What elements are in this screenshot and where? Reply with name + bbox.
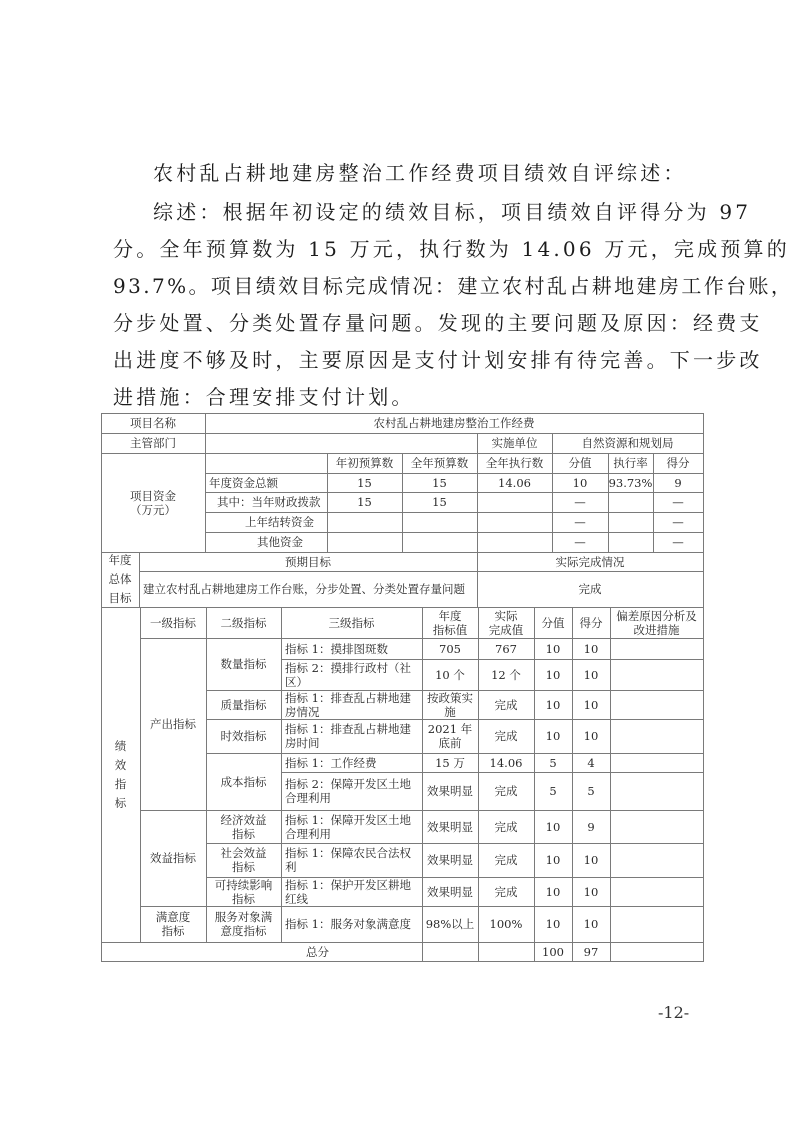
funding-annual: [402, 512, 477, 532]
header-target-line: 指标值: [432, 622, 468, 637]
grid-line: [477, 433, 478, 454]
funding-executed: 14.06: [498, 475, 531, 490]
funding-executed: [477, 492, 552, 512]
summary-heading: 农村乱占耕地建房整治工作经费项目绩效自评综述：: [153, 161, 687, 185]
grid-line: [281, 607, 282, 943]
funding-name: 其中：当年财政拨款: [217, 495, 321, 509]
funding-executed: [477, 532, 552, 552]
impl-unit-label: 实施单位: [491, 436, 538, 450]
level2-quality: 质量指标: [220, 697, 267, 712]
total-label: 总分: [306, 944, 329, 959]
indicator-score-value: 10: [545, 641, 561, 656]
funding-name: 年度资金总额: [209, 475, 278, 490]
indicator-score: 10: [583, 729, 599, 743]
grid-line: [281, 772, 704, 773]
header-actual-line: 完成值: [488, 622, 524, 637]
grid-line: [205, 492, 704, 493]
performance-label: [101, 607, 140, 942]
grid-line: [206, 877, 704, 878]
grid-line: [139, 552, 140, 608]
funding-rate: 93.73%: [608, 475, 653, 490]
grid-line: [206, 690, 704, 691]
level2-line: 指标: [232, 826, 255, 841]
indicator-deviation: [610, 753, 703, 772]
funding-rate: [608, 492, 653, 512]
indicator-score-value: 10: [545, 884, 561, 899]
level1-satisfaction: [140, 906, 206, 942]
grid-line: [552, 433, 553, 454]
grid-line: [140, 906, 704, 907]
indicator-actual: 完成: [494, 853, 518, 867]
indicator-score-value: 10: [545, 697, 561, 712]
annual-goal-label-line: 目标: [108, 591, 132, 605]
header-deviation: [610, 607, 703, 638]
grid-line: [205, 473, 704, 474]
header-actual-line: 实际: [494, 608, 518, 623]
performance-label-char: 绩: [114, 738, 127, 753]
indicator-score-value: 10: [545, 667, 561, 682]
level2-line: 指标: [232, 860, 255, 874]
summary-line: 综述：根据年初设定的绩效目标，项目绩效自评得分为 97: [153, 200, 752, 224]
expected-goal-header: 预期目标: [285, 554, 331, 569]
grid-line: [477, 453, 478, 553]
funding-score: —: [672, 495, 684, 509]
grid-line: [140, 638, 704, 639]
indicator-score: 10: [583, 917, 599, 931]
indicator-score: 10: [583, 853, 599, 867]
level1-satisfaction-line: 满意度: [155, 910, 191, 924]
grid-line: [101, 607, 704, 608]
grid-line: [101, 961, 704, 962]
annual-goal-label-line: 年度: [108, 553, 132, 567]
funding-name: 上年结转资金: [245, 515, 314, 529]
indicator-deviation: [610, 690, 703, 719]
impl-unit-value: 自然资源和规划局: [581, 436, 674, 450]
indicator-score: 10: [583, 667, 599, 682]
indicator-deviation: [610, 810, 703, 843]
header-deviation-line: 改进措施: [633, 622, 680, 637]
indicator-actual: 100%: [489, 917, 523, 931]
annual-goal-label: [101, 552, 139, 607]
funding-score: —: [672, 535, 684, 549]
level2-line: 意度指标: [220, 924, 267, 938]
indicator-target: 效果明显: [427, 819, 473, 834]
funding-score-value: —: [574, 515, 586, 529]
grid-line: [101, 433, 704, 434]
level2-line: 社会效益: [220, 846, 267, 860]
indicator-actual: 完成: [494, 784, 518, 798]
indicator-indicator: 指标 2：保障开发区土地合理利用: [285, 777, 411, 805]
indicator-score-value: 5: [549, 755, 557, 770]
grid-line: [402, 453, 403, 553]
level2-sustainable: [206, 877, 281, 906]
summary-line: 进措施：合理安排支付计划。: [113, 385, 415, 409]
indicator-indicator: 指标 1：服务对象满意度: [285, 917, 411, 931]
grid-line: [205, 512, 704, 513]
indicator-actual: 767: [495, 641, 517, 656]
indicator-indicator: 指标 1：保障农民合法权利: [285, 846, 411, 874]
funding-rate: [608, 512, 653, 532]
grid-line: [206, 843, 704, 844]
funding-annual: 15: [432, 495, 447, 509]
indicator-deviation: [610, 877, 703, 906]
grid-line: [552, 453, 553, 553]
indicator-indicator: 指标 1：工作经费: [285, 755, 377, 770]
performance-label-char: 指: [114, 776, 127, 791]
funding-score-value: 10: [572, 475, 588, 490]
level2-line: 经济效益: [220, 812, 267, 827]
funding-header: 得分: [666, 456, 690, 470]
funding-header: 年初预算数: [335, 456, 394, 470]
indicator-score: 10: [583, 697, 599, 712]
grid-line: [327, 453, 328, 553]
indicator-deviation: [610, 843, 703, 877]
level2-social: [206, 843, 281, 877]
indicator-target: 按政策实施: [427, 690, 473, 719]
indicator-score: 5: [587, 784, 595, 798]
grid-line: [703, 413, 704, 962]
indicator-actual: 完成: [494, 729, 518, 743]
indicator-actual: 14.06: [489, 755, 523, 770]
indicator-actual: 完成: [494, 697, 518, 712]
funding-rate: [608, 532, 653, 552]
indicator-actual: 完成: [494, 819, 518, 834]
grid-line: [478, 607, 479, 962]
indicator-deviation: [610, 906, 703, 942]
indicator-score-value: 10: [545, 917, 561, 931]
header-level1: 一级指标: [150, 615, 196, 630]
funding-header: 全年预算数: [410, 456, 469, 470]
level2-quantity: 数量指标: [220, 657, 267, 671]
funding-header: 分值: [568, 456, 592, 470]
grid-line: [610, 607, 611, 962]
indicator-score-value: 10: [545, 729, 561, 743]
indicator-score: 10: [583, 884, 599, 899]
indicator-score-value: 10: [545, 819, 561, 834]
indicator-indicator: 指标 1：排查乱占耕地建房时间: [285, 722, 411, 750]
grid-line: [608, 453, 609, 553]
indicator-indicator: 指标 2：摸排行政村（社区）: [285, 660, 411, 689]
indicator-deviation: [610, 719, 703, 753]
funding-initial: 15: [357, 475, 372, 490]
grid-line: [653, 453, 654, 553]
funding-label: [101, 453, 205, 552]
indicator-actual: 完成: [494, 884, 518, 899]
grid-line: [206, 719, 704, 720]
dept-value: [205, 433, 477, 453]
indicator-target: 效果明显: [427, 784, 473, 798]
funding-name: 其他资金: [257, 535, 303, 549]
total-score: 97: [583, 944, 599, 959]
grid-line: [101, 413, 704, 414]
indicator-deviation: [610, 659, 703, 690]
performance-label-char: 效: [114, 757, 127, 772]
grid-line: [139, 571, 704, 572]
grid-line: [140, 607, 141, 943]
indicator-target: 10 个: [435, 667, 465, 682]
performance-label-char: 标: [114, 795, 127, 810]
grid-line: [206, 607, 207, 943]
level1-benefit: 效益指标: [150, 851, 196, 865]
summary-line: 93.7%。项目绩效目标完成情况：建立农村乱占耕地建房工作台账，: [113, 274, 793, 298]
funding-header: 执行率: [613, 456, 648, 470]
funding-label-line: 项目资金: [130, 488, 176, 503]
funding-annual: [402, 532, 477, 552]
grid-line: [534, 607, 535, 962]
indicator-indicator: 指标 1：保障开发区土地合理利用: [285, 812, 411, 841]
level2-service-satisfaction: [206, 906, 281, 942]
indicator-target: 15 万: [435, 755, 465, 770]
indicator-deviation: [610, 772, 703, 810]
actual-goal-value: 完成: [578, 582, 602, 596]
summary-line: 出进度不够及时，主要原因是支付计划安排有待完善。下一步改: [113, 348, 763, 372]
grid-line: [140, 810, 704, 811]
grid-line: [477, 552, 478, 608]
level2-cost: 成本指标: [220, 774, 267, 789]
funding-score: —: [672, 515, 684, 529]
indicator-target: 98%以上: [425, 917, 475, 931]
grid-line: [206, 753, 704, 754]
funding-initial: 15: [357, 495, 372, 509]
header-target: [422, 607, 478, 638]
summary-line: 分步处置、分类处置存量问题。发现的主要问题及原因：经费支: [113, 311, 763, 335]
dept-label: 主管部门: [130, 436, 176, 450]
funding-score: 9: [674, 475, 682, 490]
actual-goal-header: 实际完成情况: [555, 554, 625, 569]
expected-goal-value: 建立农村乱占耕地建房工作台账，分步处置、分类处置存量问题: [143, 582, 465, 596]
grid-line: [205, 532, 704, 533]
funding-score-value: —: [574, 535, 586, 549]
level2-line: 可持续影响: [214, 877, 273, 892]
funding-annual: 15: [432, 475, 447, 490]
header-target-line: 年度: [438, 608, 462, 623]
indicator-indicator: 指标 1：摸排图斑数: [285, 641, 388, 656]
header-deviation-line: 偏差原因分析及: [616, 608, 697, 623]
level1-satisfaction-line: 指标: [161, 924, 185, 938]
level2-economic: [206, 810, 281, 843]
funding-label-line: （万元）: [130, 502, 176, 517]
funding-initial: [327, 532, 402, 552]
indicator-target: 效果明显: [427, 884, 473, 899]
grid-line: [281, 659, 704, 660]
project-name-value: 农村乱占耕地建房整治工作经费: [373, 416, 535, 430]
indicator-score-value: 10: [545, 853, 561, 867]
grid-line: [101, 942, 704, 943]
level1-output: 产出指标: [150, 717, 196, 731]
annual-goal-label-line: 总体: [108, 572, 132, 586]
header-level2: 二级指标: [220, 615, 267, 630]
indicator-score: 10: [583, 641, 599, 656]
grid-line: [422, 607, 423, 962]
level2-line: 指标: [232, 891, 255, 906]
header-score-value: 分值: [541, 615, 565, 630]
header-level3: 三级指标: [328, 615, 375, 630]
header-actual: [478, 607, 534, 638]
level2-timeliness: 时效指标: [220, 729, 267, 743]
grid-line: [572, 607, 573, 962]
funding-initial: [327, 512, 402, 532]
indicator-score: 4: [587, 755, 595, 770]
funding-header: 全年执行数: [485, 456, 544, 470]
indicator-indicator: 指标 1：排查乱占耕地建房情况: [285, 690, 411, 719]
indicator-actual: 12 个: [491, 667, 521, 682]
indicator-score-value: 5: [549, 784, 557, 798]
page-number: -12-: [658, 1003, 690, 1022]
indicator-target: 2021 年底前: [427, 722, 473, 750]
summary-line: 分。全年预算数为 15 万元，执行数为 14.06 万元，完成预算的: [113, 237, 790, 261]
level2-line: 服务对象满: [214, 910, 273, 924]
indicator-deviation: [610, 638, 703, 659]
indicator-target: 705: [439, 641, 461, 656]
indicator-target: 效果明显: [427, 853, 473, 867]
funding-executed: [477, 512, 552, 532]
funding-score-value: —: [574, 495, 586, 509]
indicator-indicator: 指标 1：保护开发区耕地红线: [285, 877, 411, 906]
project-name-label: 项目名称: [130, 416, 176, 430]
header-score: 得分: [579, 615, 603, 630]
total-score-value: 100: [542, 944, 564, 959]
grid-line: [101, 413, 102, 962]
indicator-score: 9: [587, 819, 595, 834]
